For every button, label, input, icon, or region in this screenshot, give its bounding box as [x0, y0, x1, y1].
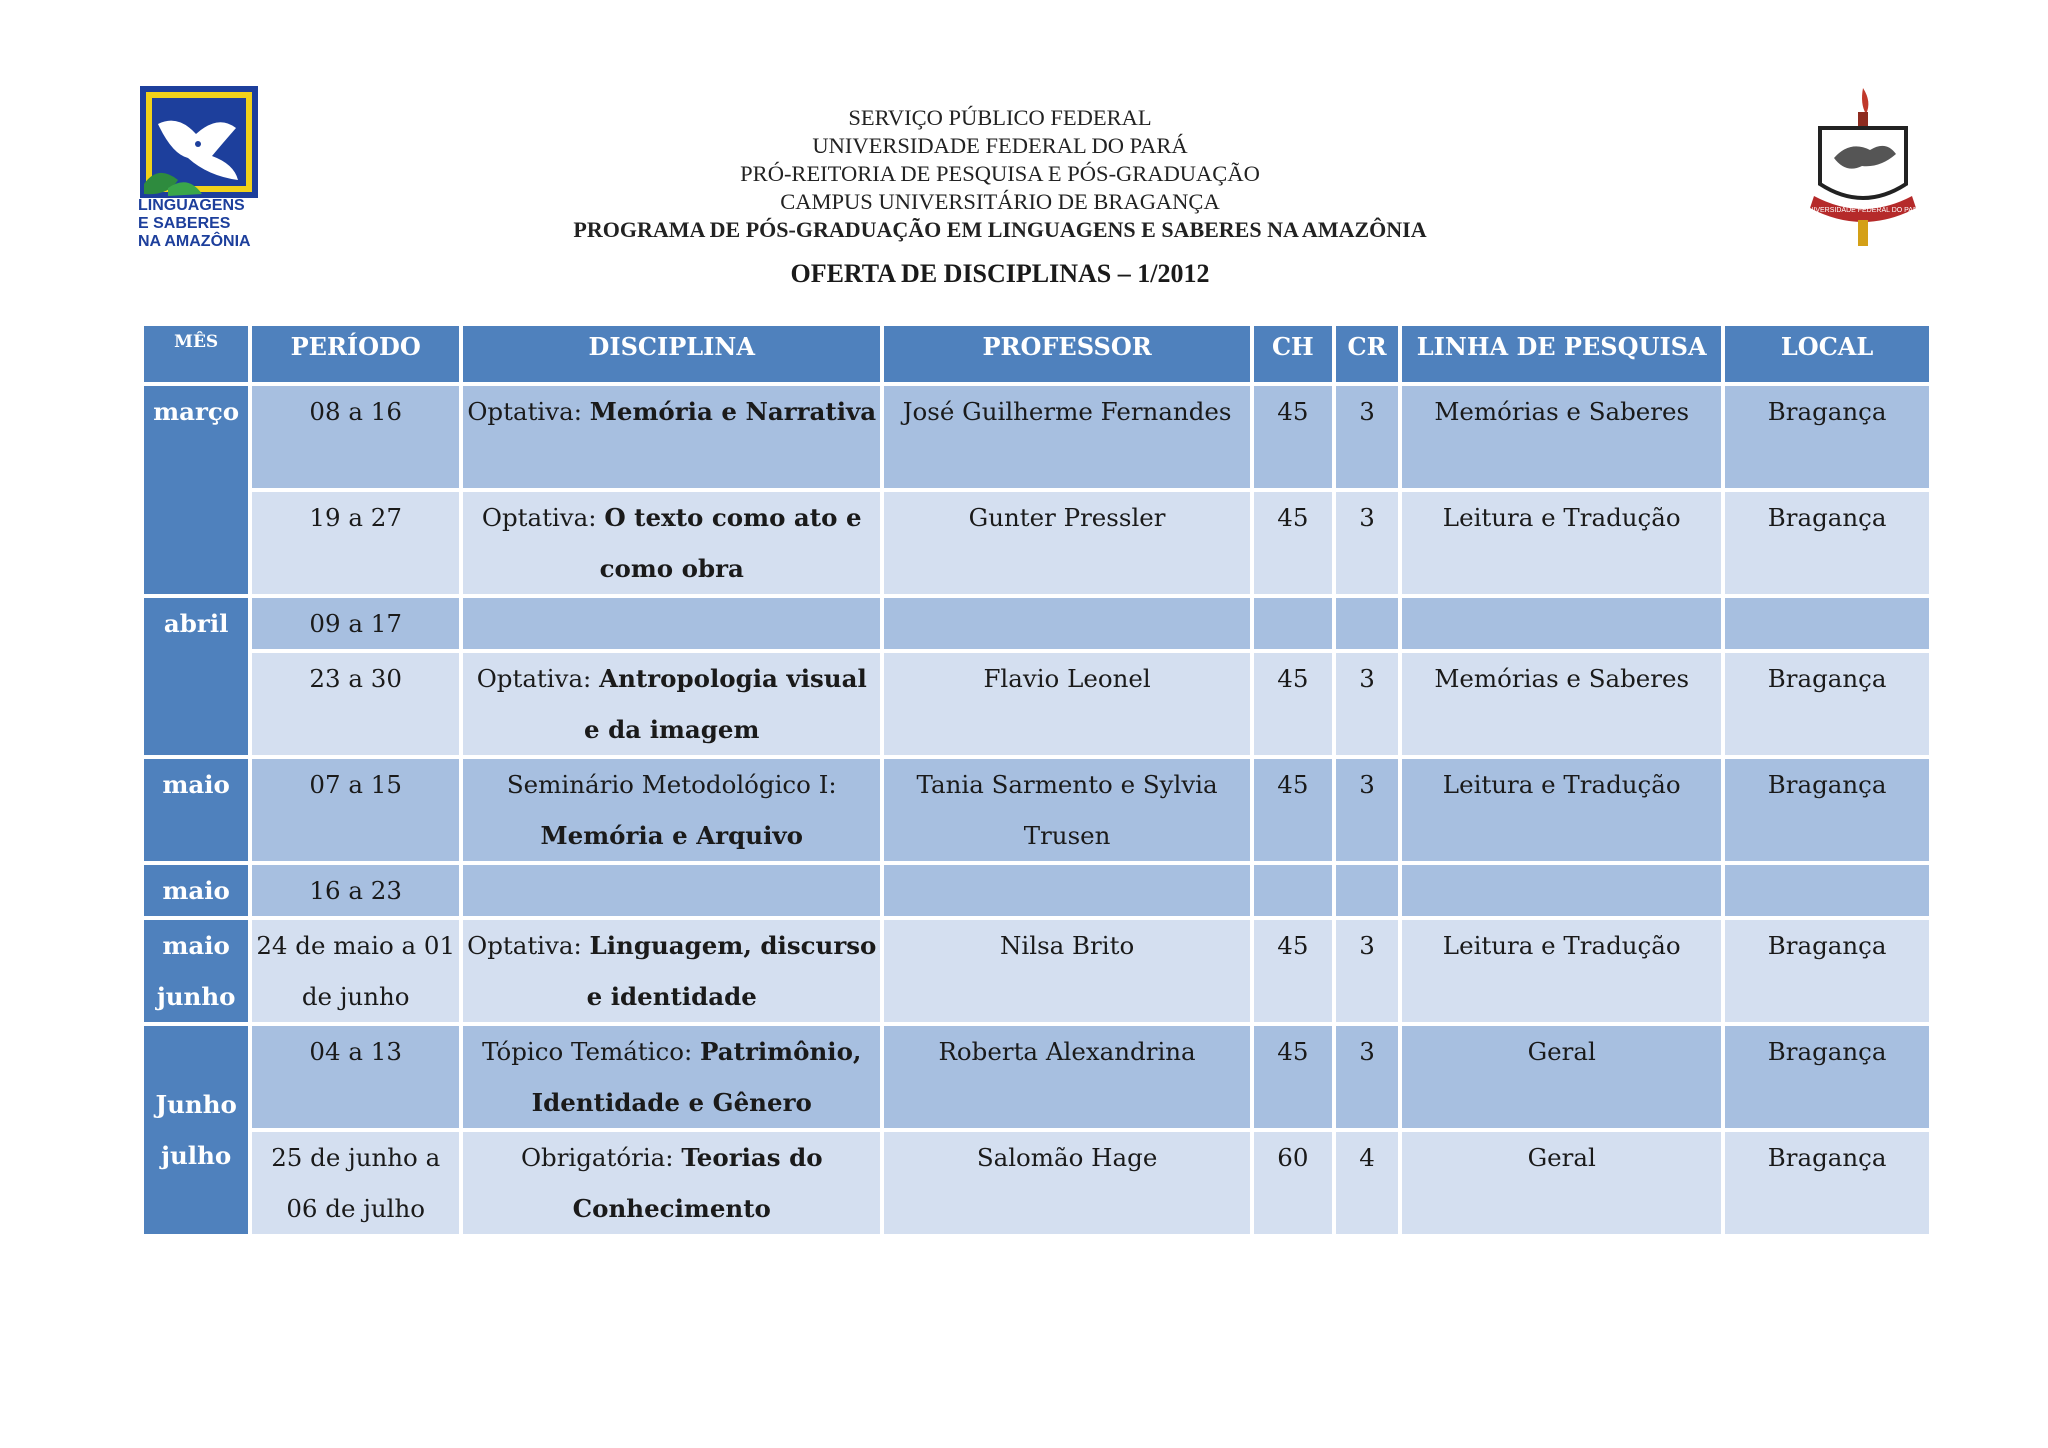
linha-cell: Memórias e Saberes	[1402, 386, 1721, 488]
professor-cell: José Guilherme Fernandes	[884, 386, 1249, 488]
periodo-cell: 08 a 16	[252, 386, 459, 488]
table-row	[144, 759, 1929, 861]
local-cell: Bragança	[1725, 492, 1929, 594]
table-row	[144, 865, 1929, 916]
local-cell: Bragança	[1725, 653, 1929, 755]
document-title: OFERTA DE DISCIPLINAS – 1/2012	[790, 259, 1210, 288]
periodo-cell: 09 a 17	[252, 598, 459, 649]
dove-logo-icon	[138, 84, 272, 250]
month-cell: março	[144, 386, 248, 594]
cr-cell: 3	[1336, 759, 1398, 861]
cr-cell: 4	[1336, 1132, 1398, 1234]
ch-cell: 45	[1254, 653, 1332, 755]
cr-cell: 3	[1336, 1026, 1398, 1128]
periodo-cell: 16 a 23	[252, 865, 459, 916]
cr-cell	[1336, 598, 1398, 649]
ch-cell: 45	[1254, 920, 1332, 1022]
svg-text:LINGUAGENS: LINGUAGENS	[138, 197, 245, 214]
disciplina-cell: Optativa: Linguagem, discurso e identidade	[463, 920, 880, 1022]
periodo-cell: 19 a 27	[252, 492, 459, 594]
professor-cell: Roberta Alexandrina	[884, 1026, 1249, 1128]
ch-cell: 45	[1254, 386, 1332, 488]
professor-cell: Nilsa Brito	[884, 920, 1249, 1022]
professor-cell: Tania Sarmento e Sylvia Trusen	[884, 759, 1249, 861]
ch-cell: 45	[1254, 492, 1332, 594]
local-cell	[1725, 865, 1929, 916]
table-row	[144, 386, 1929, 488]
month-cell: maio	[144, 865, 248, 916]
cr-cell: 3	[1336, 492, 1398, 594]
disciplina-cell: Optativa: O texto como ato e como obra	[463, 492, 880, 594]
periodo-cell: 23 a 30	[252, 653, 459, 755]
ufpa-seal-logo	[1800, 84, 1926, 250]
month-cell: maio junho	[144, 920, 248, 1022]
disciplina-cell: Optativa: Antropologia visual e da imagem	[463, 653, 880, 755]
disciplina-cell: Obrigatória: Teorias do Conhecimento	[463, 1132, 880, 1234]
disciplina-cell	[463, 598, 880, 649]
disciplina-cell: Tópico Temático: Patrimônio, Identidade e Gênero	[463, 1026, 880, 1128]
linha-cell: Geral	[1402, 1026, 1721, 1128]
col-header-cr: CR	[1336, 326, 1398, 382]
table-row	[144, 1026, 1929, 1128]
col-header-periodo: PERÍODO	[252, 326, 459, 382]
periodo-cell: 25 de junho a 06 de julho	[252, 1132, 459, 1234]
ch-cell	[1254, 865, 1332, 916]
table-header-row	[144, 326, 1929, 382]
professor-cell: Salomão Hage	[884, 1132, 1249, 1234]
header-line: PRÓ-REITORIA DE PESQUISA E PÓS-GRADUAÇÃO	[740, 161, 1260, 186]
table-row	[144, 598, 1929, 649]
linguagens-saberes-logo	[138, 84, 272, 250]
ch-cell: 45	[1254, 759, 1332, 861]
linha-cell: Memórias e Saberes	[1402, 653, 1721, 755]
col-header-professor: PROFESSOR	[884, 326, 1249, 382]
disciplina-cell: Optativa: Memória e Narrativa	[463, 386, 880, 488]
cr-cell: 3	[1336, 920, 1398, 1022]
ch-cell: 60	[1254, 1132, 1332, 1234]
cr-cell: 3	[1336, 386, 1398, 488]
header-line: UNIVERSIDADE FEDERAL DO PARÁ	[812, 133, 1188, 158]
linha-cell	[1402, 865, 1721, 916]
col-header-mes: MÊS	[144, 326, 248, 382]
linha-cell	[1402, 598, 1721, 649]
month-cell: Junho julho	[144, 1026, 248, 1234]
local-cell: Bragança	[1725, 386, 1929, 488]
header-line: SERVIÇO PÚBLICO FEDERAL	[848, 105, 1152, 130]
svg-text:NA AMAZÔNIA: NA AMAZÔNIA	[138, 233, 251, 250]
cr-cell: 3	[1336, 653, 1398, 755]
ch-cell	[1254, 598, 1332, 649]
local-cell: Bragança	[1725, 1026, 1929, 1128]
linha-cell: Geral	[1402, 1132, 1721, 1234]
svg-text:E SABERES: E SABERES	[138, 215, 231, 232]
document-header	[400, 104, 1600, 244]
svg-text:UNIVERSIDADE FEDERAL DO PARÁ: UNIVERSIDADE FEDERAL DO PARÁ	[1803, 207, 1923, 214]
disciplina-cell: Seminário Metodológico I: Memória e Arquivo	[463, 759, 880, 861]
table-row	[144, 1132, 1929, 1234]
month-cell: abril	[144, 598, 248, 755]
ch-cell: 45	[1254, 1026, 1332, 1128]
periodo-cell: 24 de maio a 01 de junho	[252, 920, 459, 1022]
table-row	[144, 653, 1929, 755]
col-header-local: LOCAL	[1725, 326, 1929, 382]
linha-cell: Leitura e Tradução	[1402, 920, 1721, 1022]
col-header-ch: CH	[1254, 326, 1332, 382]
program-name: PROGRAMA DE PÓS-GRADUAÇÃO EM LINGUAGENS E SABERES NA AMAZÔNIA	[573, 217, 1427, 242]
linha-cell: Leitura e Tradução	[1402, 492, 1721, 594]
periodo-cell: 04 a 13	[252, 1026, 459, 1128]
professor-cell	[884, 598, 1249, 649]
header-line: CAMPUS UNIVERSITÁRIO DE BRAGANÇA	[780, 189, 1220, 214]
local-cell	[1725, 598, 1929, 649]
local-cell: Bragança	[1725, 920, 1929, 1022]
local-cell: Bragança	[1725, 759, 1929, 861]
disciplina-cell	[463, 865, 880, 916]
col-header-linha: LINHA DE PESQUISA	[1402, 326, 1721, 382]
col-header-disciplina: DISCIPLINA	[463, 326, 880, 382]
month-cell: maio	[144, 759, 248, 861]
periodo-cell: 07 a 15	[252, 759, 459, 861]
professor-cell: Flavio Leonel	[884, 653, 1249, 755]
table-row	[144, 492, 1929, 594]
cr-cell	[1336, 865, 1398, 916]
disciplines-table	[140, 322, 1933, 1238]
ufpa-seal-icon	[1800, 84, 1926, 250]
local-cell: Bragança	[1725, 1132, 1929, 1234]
linha-cell: Leitura e Tradução	[1402, 759, 1721, 861]
professor-cell: Gunter Pressler	[884, 492, 1249, 594]
table-row	[144, 920, 1929, 1022]
professor-cell	[884, 865, 1249, 916]
